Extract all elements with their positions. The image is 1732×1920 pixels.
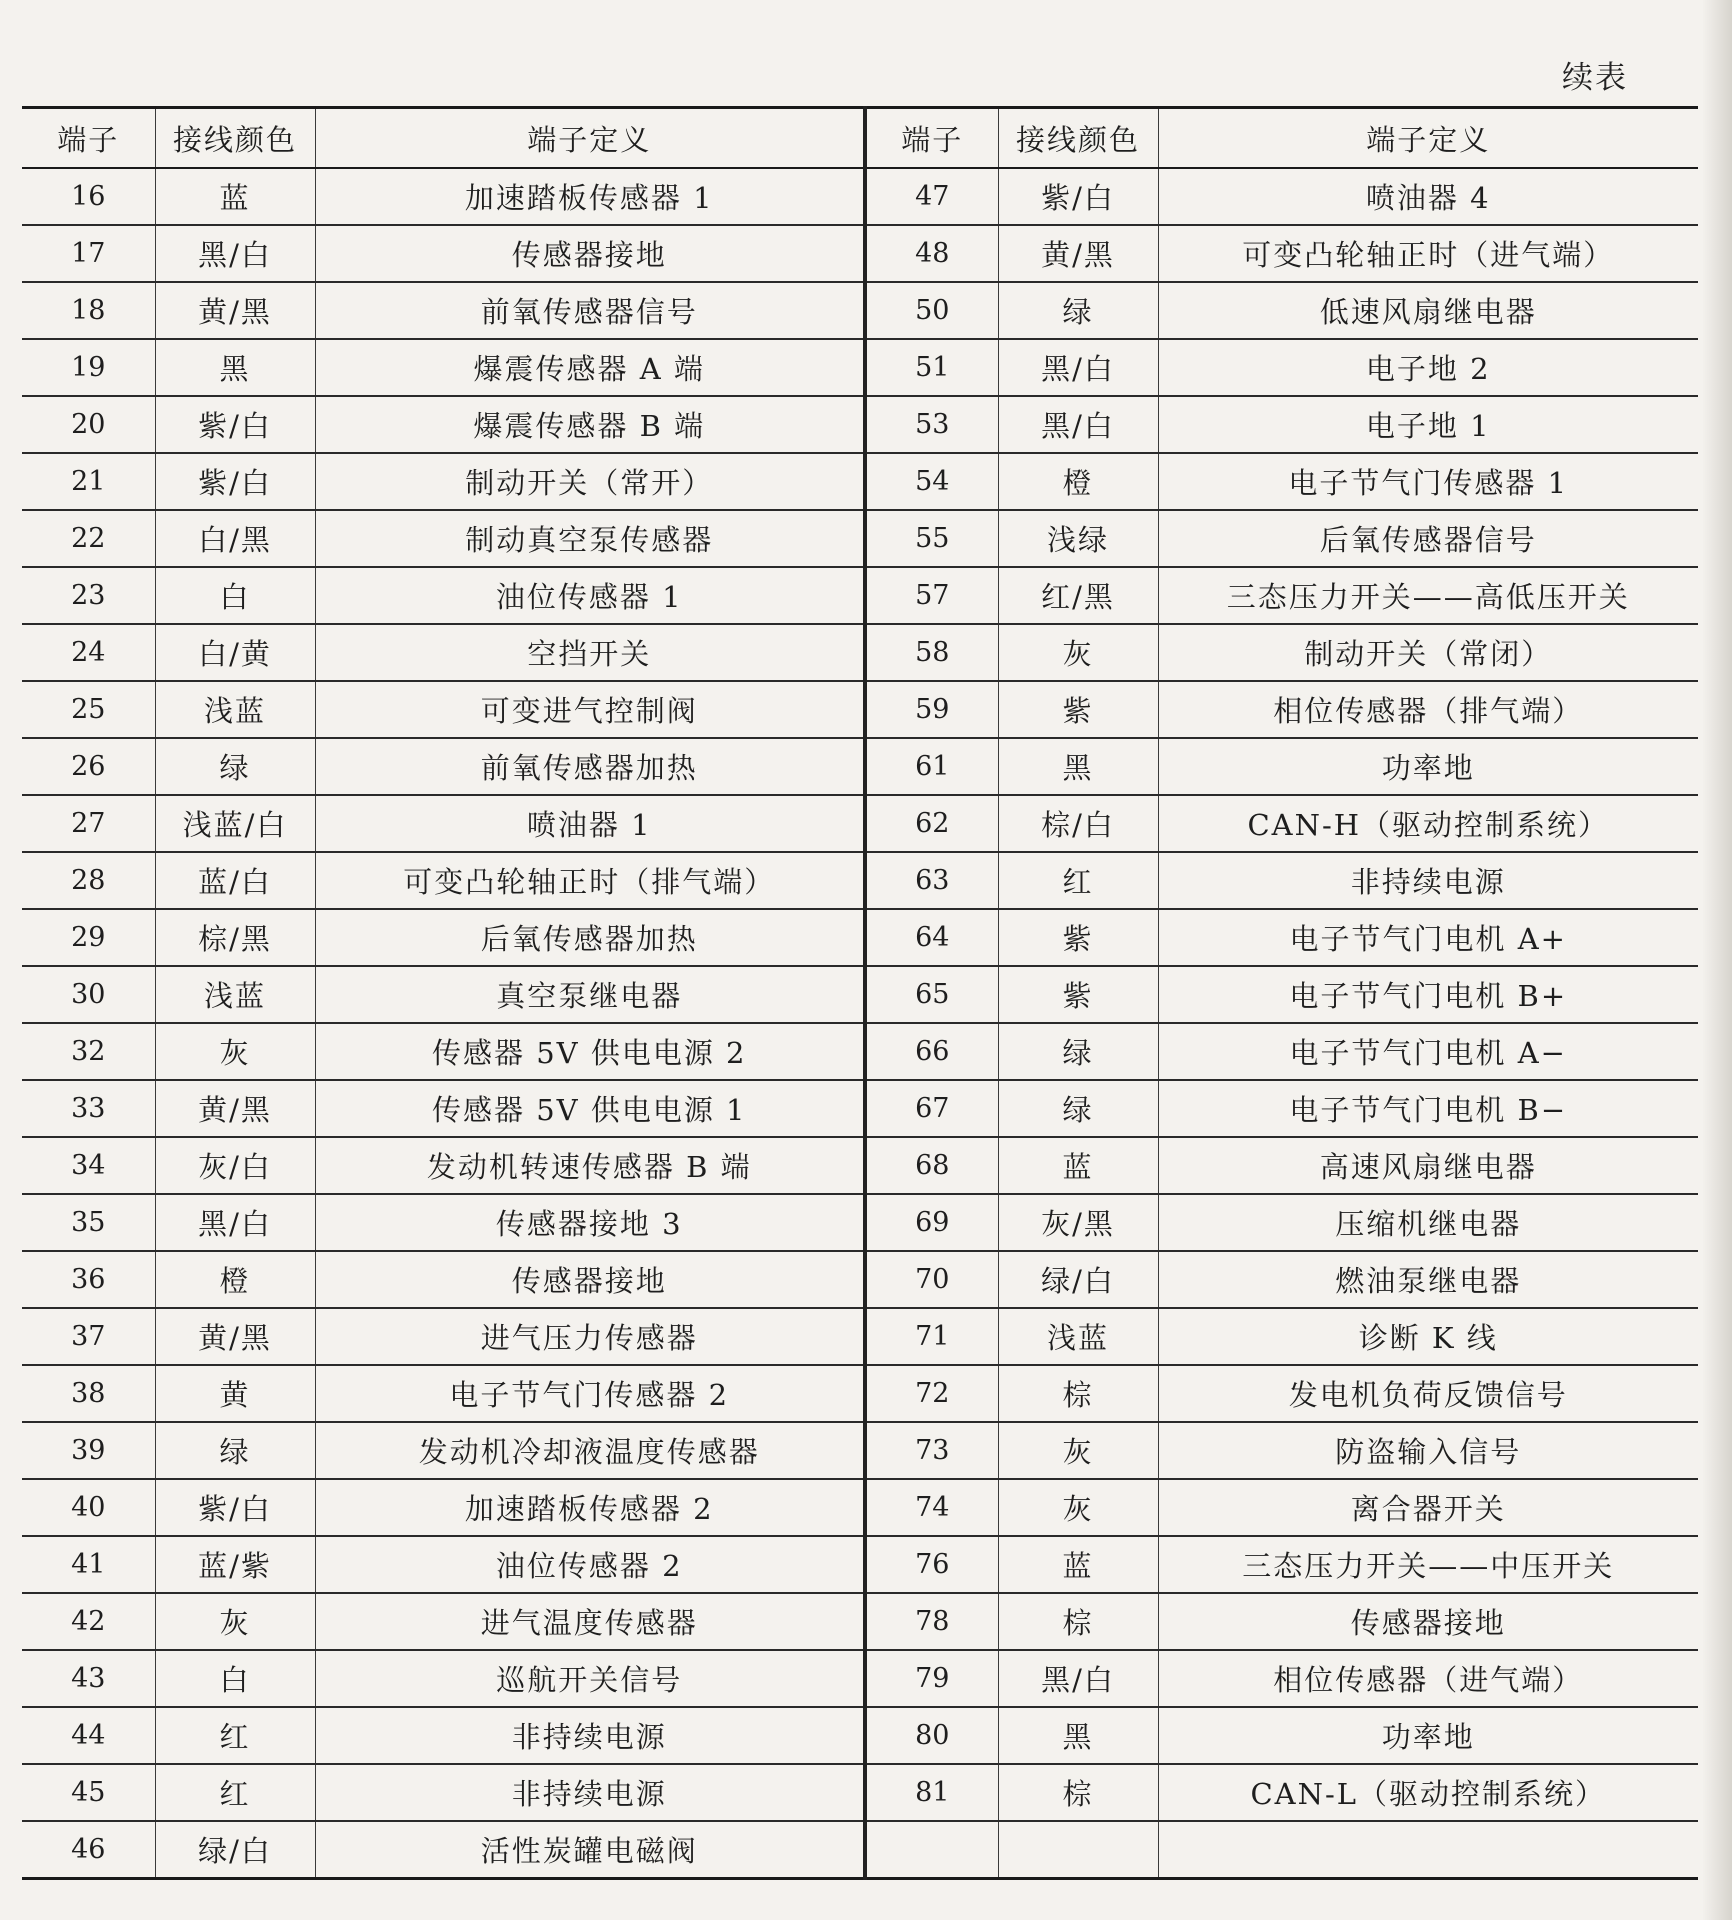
left-definition-cell: 传感器接地 3 <box>315 1194 865 1251</box>
left-definition-cell: 制动开关（常开） <box>315 453 865 510</box>
left-definition-cell: 传感器接地 <box>315 225 865 282</box>
left-wire-color-cell: 紫/白 <box>155 1479 315 1536</box>
right-wire-color-cell: 绿/白 <box>998 1251 1158 1308</box>
table-row <box>22 1479 1698 1536</box>
left-terminal-cell: 43 <box>22 1650 155 1707</box>
left-terminal-cell: 40 <box>22 1479 155 1536</box>
table-row <box>22 1593 1698 1650</box>
right-terminal-cell: 66 <box>865 1023 998 1080</box>
right-wire-color-cell: 灰 <box>998 1422 1158 1479</box>
left-terminal-cell: 24 <box>22 624 155 681</box>
left-definition-cell: 后氧传感器加热 <box>315 909 865 966</box>
table-row <box>22 453 1698 510</box>
terminal-definition-table <box>22 106 1698 1880</box>
col-header-definition-right: 端子定义 <box>1158 108 1698 169</box>
table-row <box>22 738 1698 795</box>
left-wire-color-cell: 白/黑 <box>155 510 315 567</box>
right-definition-cell: 燃油泵继电器 <box>1158 1251 1698 1308</box>
right-definition-cell: 三态压力开关——高低压开关 <box>1158 567 1698 624</box>
left-definition-cell: 非持续电源 <box>315 1707 865 1764</box>
right-definition-cell: 压缩机继电器 <box>1158 1194 1698 1251</box>
right-wire-color-cell: 棕 <box>998 1593 1158 1650</box>
right-wire-color-cell: 紫 <box>998 966 1158 1023</box>
table-row <box>22 225 1698 282</box>
right-terminal-cell <box>865 1821 998 1879</box>
left-definition-cell: 传感器 5V 供电电源 2 <box>315 1023 865 1080</box>
left-definition-cell: 活性炭罐电磁阀 <box>315 1821 865 1879</box>
right-terminal-cell: 81 <box>865 1764 998 1821</box>
left-wire-color-cell: 棕/黑 <box>155 909 315 966</box>
left-definition-cell: 传感器接地 <box>315 1251 865 1308</box>
left-terminal-cell: 35 <box>22 1194 155 1251</box>
right-wire-color-cell: 棕 <box>998 1365 1158 1422</box>
table-row <box>22 396 1698 453</box>
left-terminal-cell: 22 <box>22 510 155 567</box>
right-wire-color-cell: 红/黑 <box>998 567 1158 624</box>
right-terminal-cell: 76 <box>865 1536 998 1593</box>
table-row <box>22 1365 1698 1422</box>
right-wire-color-cell: 蓝 <box>998 1536 1158 1593</box>
left-definition-cell: 发动机转速传感器 B 端 <box>315 1137 865 1194</box>
left-wire-color-cell: 黄/黑 <box>155 1308 315 1365</box>
right-definition-cell: 电子节气门传感器 1 <box>1158 453 1698 510</box>
left-wire-color-cell: 黄 <box>155 1365 315 1422</box>
left-wire-color-cell: 浅蓝/白 <box>155 795 315 852</box>
left-terminal-cell: 28 <box>22 852 155 909</box>
left-terminal-cell: 29 <box>22 909 155 966</box>
table-row <box>22 795 1698 852</box>
left-terminal-cell: 16 <box>22 168 155 225</box>
right-wire-color-cell: 黑/白 <box>998 339 1158 396</box>
table-row <box>22 1650 1698 1707</box>
right-definition-cell: 电子节气门电机 B− <box>1158 1080 1698 1137</box>
table-row <box>22 681 1698 738</box>
left-definition-cell: 电子节气门传感器 2 <box>315 1365 865 1422</box>
left-terminal-cell: 19 <box>22 339 155 396</box>
right-terminal-cell: 67 <box>865 1080 998 1137</box>
left-terminal-cell: 45 <box>22 1764 155 1821</box>
right-terminal-cell: 54 <box>865 453 998 510</box>
right-wire-color-cell: 紫 <box>998 681 1158 738</box>
right-terminal-cell: 71 <box>865 1308 998 1365</box>
header-row <box>22 108 1698 169</box>
left-wire-color-cell: 灰 <box>155 1023 315 1080</box>
left-terminal-cell: 46 <box>22 1821 155 1879</box>
left-definition-cell: 加速踏板传感器 1 <box>315 168 865 225</box>
right-terminal-cell: 62 <box>865 795 998 852</box>
left-definition-cell: 油位传感器 2 <box>315 1536 865 1593</box>
left-wire-color-cell: 黑/白 <box>155 1194 315 1251</box>
table-row <box>22 1764 1698 1821</box>
left-terminal-cell: 20 <box>22 396 155 453</box>
right-definition-cell: 传感器接地 <box>1158 1593 1698 1650</box>
right-definition-cell: 高速风扇继电器 <box>1158 1137 1698 1194</box>
continued-label: 续表 <box>1562 60 1628 96</box>
right-terminal-cell: 74 <box>865 1479 998 1536</box>
right-definition-cell: 电子地 2 <box>1158 339 1698 396</box>
left-terminal-cell: 17 <box>22 225 155 282</box>
left-definition-cell: 发动机冷却液温度传感器 <box>315 1422 865 1479</box>
left-definition-cell: 爆震传感器 B 端 <box>315 396 865 453</box>
table-row <box>22 1251 1698 1308</box>
col-header-terminal-left: 端子 <box>22 108 155 169</box>
right-terminal-cell: 48 <box>865 225 998 282</box>
right-wire-color-cell: 橙 <box>998 453 1158 510</box>
right-terminal-cell: 73 <box>865 1422 998 1479</box>
left-wire-color-cell: 黄/黑 <box>155 1080 315 1137</box>
left-wire-color-cell: 绿 <box>155 1422 315 1479</box>
left-wire-color-cell: 白 <box>155 1650 315 1707</box>
left-wire-color-cell: 绿 <box>155 738 315 795</box>
right-definition-cell: 后氧传感器信号 <box>1158 510 1698 567</box>
right-definition-cell: 电子地 1 <box>1158 396 1698 453</box>
table-row <box>22 909 1698 966</box>
right-definition-cell: 功率地 <box>1158 1707 1698 1764</box>
left-wire-color-cell: 浅蓝 <box>155 681 315 738</box>
right-definition-cell: 发电机负荷反馈信号 <box>1158 1365 1698 1422</box>
right-definition-cell: 非持续电源 <box>1158 852 1698 909</box>
left-definition-cell: 制动真空泵传感器 <box>315 510 865 567</box>
left-wire-color-cell: 蓝 <box>155 168 315 225</box>
right-definition-cell: 相位传感器（排气端） <box>1158 681 1698 738</box>
left-definition-cell: 前氧传感器信号 <box>315 282 865 339</box>
col-header-wire-color-right: 接线颜色 <box>998 108 1158 169</box>
right-terminal-cell: 79 <box>865 1650 998 1707</box>
left-wire-color-cell: 紫/白 <box>155 396 315 453</box>
table-header <box>22 108 1698 169</box>
right-definition-cell: CAN-H（驱动控制系统） <box>1158 795 1698 852</box>
left-terminal-cell: 27 <box>22 795 155 852</box>
left-definition-cell: 进气压力传感器 <box>315 1308 865 1365</box>
table-body <box>22 168 1698 1879</box>
left-terminal-cell: 42 <box>22 1593 155 1650</box>
right-terminal-cell: 65 <box>865 966 998 1023</box>
left-terminal-cell: 33 <box>22 1080 155 1137</box>
right-terminal-cell: 58 <box>865 624 998 681</box>
table-row <box>22 168 1698 225</box>
table-row <box>22 624 1698 681</box>
right-definition-cell: 电子节气门电机 A− <box>1158 1023 1698 1080</box>
right-wire-color-cell: 浅蓝 <box>998 1308 1158 1365</box>
left-terminal-cell: 32 <box>22 1023 155 1080</box>
right-definition-cell: 诊断 K 线 <box>1158 1308 1698 1365</box>
table-row <box>22 1023 1698 1080</box>
table-row <box>22 1821 1698 1879</box>
left-definition-cell: 油位传感器 1 <box>315 567 865 624</box>
left-definition-cell: 巡航开关信号 <box>315 1650 865 1707</box>
left-terminal-cell: 38 <box>22 1365 155 1422</box>
left-terminal-cell: 30 <box>22 966 155 1023</box>
right-terminal-cell: 72 <box>865 1365 998 1422</box>
table-row <box>22 1707 1698 1764</box>
right-wire-color-cell: 绿 <box>998 1080 1158 1137</box>
right-definition-cell: 离合器开关 <box>1158 1479 1698 1536</box>
left-definition-cell: 喷油器 1 <box>315 795 865 852</box>
right-definition-cell: 相位传感器（进气端） <box>1158 1650 1698 1707</box>
right-wire-color-cell: 黑/白 <box>998 1650 1158 1707</box>
left-terminal-cell: 23 <box>22 567 155 624</box>
right-definition-cell: 三态压力开关——中压开关 <box>1158 1536 1698 1593</box>
left-terminal-cell: 34 <box>22 1137 155 1194</box>
col-header-wire-color-left: 接线颜色 <box>155 108 315 169</box>
right-definition-cell: 制动开关（常闭） <box>1158 624 1698 681</box>
left-wire-color-cell: 浅蓝 <box>155 966 315 1023</box>
page-edge-shadow <box>1702 0 1732 1920</box>
table-row <box>22 1536 1698 1593</box>
table-row <box>22 510 1698 567</box>
left-wire-color-cell: 橙 <box>155 1251 315 1308</box>
left-definition-cell: 空挡开关 <box>315 624 865 681</box>
right-terminal-cell: 70 <box>865 1251 998 1308</box>
right-wire-color-cell: 绿 <box>998 282 1158 339</box>
right-terminal-cell: 63 <box>865 852 998 909</box>
right-terminal-cell: 55 <box>865 510 998 567</box>
right-terminal-cell: 69 <box>865 1194 998 1251</box>
table-row <box>22 852 1698 909</box>
col-header-terminal-right: 端子 <box>865 108 998 169</box>
right-definition-cell: 电子节气门电机 A+ <box>1158 909 1698 966</box>
right-definition-cell: CAN-L（驱动控制系统） <box>1158 1764 1698 1821</box>
right-definition-cell: 可变凸轮轴正时（进气端） <box>1158 225 1698 282</box>
right-terminal-cell: 53 <box>865 396 998 453</box>
right-definition-cell: 功率地 <box>1158 738 1698 795</box>
right-wire-color-cell <box>998 1821 1158 1879</box>
left-definition-cell: 加速踏板传感器 2 <box>315 1479 865 1536</box>
right-wire-color-cell: 浅绿 <box>998 510 1158 567</box>
left-wire-color-cell: 红 <box>155 1707 315 1764</box>
right-wire-color-cell: 蓝 <box>998 1137 1158 1194</box>
right-terminal-cell: 64 <box>865 909 998 966</box>
left-wire-color-cell: 灰/白 <box>155 1137 315 1194</box>
right-wire-color-cell: 灰 <box>998 1479 1158 1536</box>
left-definition-cell: 爆震传感器 A 端 <box>315 339 865 396</box>
right-definition-cell <box>1158 1821 1698 1879</box>
right-definition-cell: 低速风扇继电器 <box>1158 282 1698 339</box>
right-wire-color-cell: 灰 <box>998 624 1158 681</box>
table-row <box>22 1080 1698 1137</box>
left-wire-color-cell: 白/黄 <box>155 624 315 681</box>
table-row <box>22 1137 1698 1194</box>
left-definition-cell: 传感器 5V 供电电源 1 <box>315 1080 865 1137</box>
right-terminal-cell: 51 <box>865 339 998 396</box>
right-wire-color-cell: 紫/白 <box>998 168 1158 225</box>
left-definition-cell: 前氧传感器加热 <box>315 738 865 795</box>
right-wire-color-cell: 黑 <box>998 1707 1158 1764</box>
left-terminal-cell: 44 <box>22 1707 155 1764</box>
right-definition-cell: 喷油器 4 <box>1158 168 1698 225</box>
left-wire-color-cell: 黑 <box>155 339 315 396</box>
right-terminal-cell: 61 <box>865 738 998 795</box>
left-terminal-cell: 21 <box>22 453 155 510</box>
right-terminal-cell: 80 <box>865 1707 998 1764</box>
right-wire-color-cell: 黑/白 <box>998 396 1158 453</box>
left-wire-color-cell: 红 <box>155 1764 315 1821</box>
right-wire-color-cell: 棕/白 <box>998 795 1158 852</box>
left-terminal-cell: 26 <box>22 738 155 795</box>
table-row <box>22 1422 1698 1479</box>
right-wire-color-cell: 黑 <box>998 738 1158 795</box>
left-terminal-cell: 37 <box>22 1308 155 1365</box>
right-wire-color-cell: 黄/黑 <box>998 225 1158 282</box>
col-header-definition-left: 端子定义 <box>315 108 865 169</box>
table-row <box>22 1308 1698 1365</box>
right-wire-color-cell: 绿 <box>998 1023 1158 1080</box>
right-definition-cell: 电子节气门电机 B+ <box>1158 966 1698 1023</box>
table-row <box>22 282 1698 339</box>
left-wire-color-cell: 黄/黑 <box>155 282 315 339</box>
right-terminal-cell: 57 <box>865 567 998 624</box>
left-terminal-cell: 36 <box>22 1251 155 1308</box>
right-wire-color-cell: 灰/黑 <box>998 1194 1158 1251</box>
right-terminal-cell: 78 <box>865 1593 998 1650</box>
right-wire-color-cell: 棕 <box>998 1764 1158 1821</box>
left-definition-cell: 可变进气控制阀 <box>315 681 865 738</box>
left-wire-color-cell: 蓝/紫 <box>155 1536 315 1593</box>
left-definition-cell: 可变凸轮轴正时（排气端） <box>315 852 865 909</box>
left-terminal-cell: 41 <box>22 1536 155 1593</box>
left-definition-cell: 真空泵继电器 <box>315 966 865 1023</box>
table-row <box>22 567 1698 624</box>
table-row <box>22 1194 1698 1251</box>
left-definition-cell: 非持续电源 <box>315 1764 865 1821</box>
left-wire-color-cell: 灰 <box>155 1593 315 1650</box>
right-definition-cell: 防盗输入信号 <box>1158 1422 1698 1479</box>
left-terminal-cell: 18 <box>22 282 155 339</box>
left-terminal-cell: 39 <box>22 1422 155 1479</box>
right-terminal-cell: 68 <box>865 1137 998 1194</box>
right-wire-color-cell: 紫 <box>998 909 1158 966</box>
table-row <box>22 966 1698 1023</box>
right-terminal-cell: 47 <box>865 168 998 225</box>
left-definition-cell: 进气温度传感器 <box>315 1593 865 1650</box>
table-row <box>22 339 1698 396</box>
left-wire-color-cell: 绿/白 <box>155 1821 315 1879</box>
left-terminal-cell: 25 <box>22 681 155 738</box>
left-wire-color-cell: 白 <box>155 567 315 624</box>
right-terminal-cell: 59 <box>865 681 998 738</box>
right-terminal-cell: 50 <box>865 282 998 339</box>
left-wire-color-cell: 蓝/白 <box>155 852 315 909</box>
left-wire-color-cell: 黑/白 <box>155 225 315 282</box>
left-wire-color-cell: 紫/白 <box>155 453 315 510</box>
right-wire-color-cell: 红 <box>998 852 1158 909</box>
